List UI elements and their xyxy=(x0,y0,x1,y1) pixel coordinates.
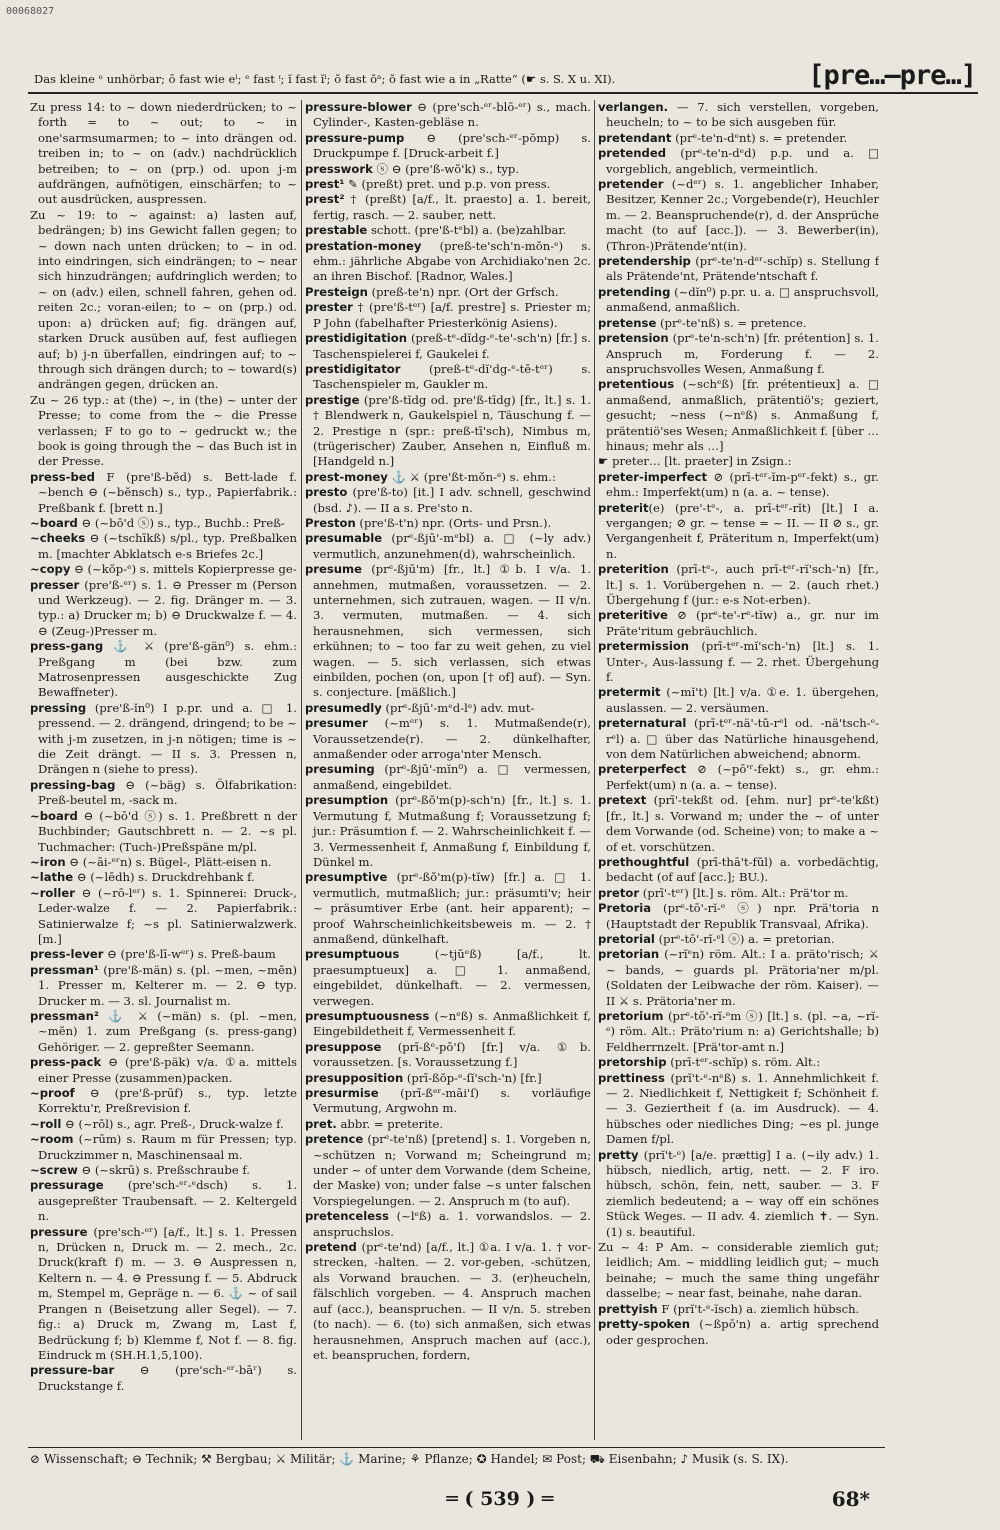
headword: pretty xyxy=(598,1147,639,1162)
headword: preterperfect xyxy=(598,762,687,777)
headword: prest-money xyxy=(305,469,388,484)
headword: ~board xyxy=(30,808,78,823)
dictionary-entry: pretor (prī'-tᵉʳ) [lt.] s. röm. Alt.: Prä'tor m. xyxy=(598,885,849,900)
dictionary-entry: pretty (prĭ't-ᵉ) [a/e. prættig] I a. (~ily adv.) 1. hübsch, niedlich, artig, nett. — 2. F iro. hübsch, schön, fein, nett, sauber. — 3. F ziemlich bedeutend; a ~ way off ein schönes Stück Weges. — II adv. 4. ziemlich ✝. — Syn. (1) s. beautiful. xyxy=(598,1147,879,1239)
dictionary-entry: prest-money ⚓ ⚔ (pre'ßt-mŏn-ᵉ) s. ehm.: xyxy=(305,469,556,484)
dictionary-entry: prestable schott. (pre'ß-tᵉbl) a. (be)zahlbar. xyxy=(305,223,567,238)
headword: presumptive xyxy=(305,870,388,885)
headword: pretendership xyxy=(598,254,691,269)
dictionary-entry: pressure (pre'sch-ᵉʳ) [a/f., lt.] s. 1. Pressen n, Drücken n, Druck m. — 2. mech., 2c. Druck(kraft f) m. — 3. ⊖ Auspressen n, Keltern n. — 4. ⊖ Pressung f. — 5. Abdruck m, Stempel m, Gepräge n. — 6. ⚓ ~ of sail Prangen n (Beisetzung aller Segel). — 7. fig.: a) Druck m, Zwang m, Last f, Bedrückung f; b) Klemme f, Not f. — 8. fig. Eindruck m (SH.H.1,5,100). xyxy=(30,1224,297,1362)
headword: prettiness xyxy=(598,1070,665,1085)
headword: pretending xyxy=(598,284,671,299)
dictionary-entry: preterit(e) (pre'-tᵉ-, a. prī-tᵉʳ-rĭt) [lt.] I a. vergangen; ⊘ gr. ~ tense = ~ II. — II ⊘ s., gr. Vergangenheit f, Präteritum n, Imperfekt(um) n. xyxy=(598,500,879,561)
page-id: 00068027 xyxy=(6,6,55,17)
dictionary-entry: ~proof ⊖ (pre'ß-prūf) s., typ. letzte Korrektu'r, Preßrevision f. xyxy=(30,1086,297,1116)
headword: presumedly xyxy=(305,700,382,715)
headword: prest² xyxy=(305,192,345,207)
headword: pretermit xyxy=(598,685,661,700)
dictionary-entry: presuppose (prī-ßᵉ-pō'ſ) [fr.] v/a. ①b. voraussetzen. [s. Voraussetzung f.] xyxy=(305,1039,591,1070)
dictionary-entry: pretension (prᵉ-te'n-sch'n) [fr. prétention] s. 1. Anspruch m, Forderung f. — 2. anspruchsvolles Wesen, Anmaßung f. xyxy=(598,331,879,376)
headword: ~copy xyxy=(30,562,71,577)
dictionary-entry: pretermission (prī-tᵉʳ-mĭ'sch-'n) [lt.] s. 1. Unter-, Aus-lassung f. — 2. rhet. Übergehung f. xyxy=(598,639,879,685)
dictionary-entry: pretendant (prᵉ-te'n-dᵉnt) s. = pretender. xyxy=(598,130,848,145)
headword: Preston xyxy=(305,515,356,530)
headword: preteritive xyxy=(598,608,668,623)
headword: pretend xyxy=(305,1240,357,1255)
dictionary-entry: press-lever ⊖ (pre'ß-lī-wᵉʳ) s. Preß-baum xyxy=(30,947,276,962)
headword: press-lever xyxy=(30,947,104,962)
headword: ~board xyxy=(30,515,78,530)
dictionary-entry: ~board ⊖ (~bō'd ⓢ) s. 1. Preßbrett n der Buchbinder; Gautschbrett n. — 2. ~s pl. Tuchmacher: (Tuch-)Preßspäne m/pl. xyxy=(30,808,297,854)
headword: pressurage xyxy=(30,1178,104,1193)
dictionary-entry: prest¹ ✎ (preßt) pret. und p.p. von press. xyxy=(305,177,551,192)
dictionary-entry: pretermit (~mĭ't) [lt.] v/a. ①e. 1. übergehen, auslassen. — 2. versäumen. xyxy=(598,685,879,715)
headword: ~iron xyxy=(30,854,66,869)
headword: prestidigitation xyxy=(305,331,407,346)
headword: presumptuousness xyxy=(305,1008,430,1023)
dictionary-entry: preteritive ⊘ (prᵉ-te'-rᵉ-tĭw) a., gr. nur im Präte'ritum gebräuchlich. xyxy=(598,608,879,638)
headword: presupposition xyxy=(305,1070,404,1085)
dictionary-entry: Zu ~ 4: P Am. ~ considerable ziemlich gut; leidlich; Am. ~ middling leidlich gut; ~ much beinahe; ~ much the same thing ungefähr dasselbe; ~ near fast, beinahe, nahe daran. xyxy=(598,1240,879,1301)
headword: pretext xyxy=(598,793,647,808)
headword: presuming xyxy=(305,762,375,777)
dictionary-entry: ~roller ⊖ (~rō-lᵉʳ) s. 1. Spinnerei: Druck-, Leder-walze f. — 2. Papierfabrik.: Satinierwalze f; ~s pl. Satinierwalzwerk. [m.] xyxy=(30,885,297,946)
headword: presume xyxy=(305,562,362,577)
dictionary-entry: pretenceless (~lᵉß) a. 1. vorwandslos. — 2. anspruchslos. xyxy=(305,1209,591,1239)
headword: pretense xyxy=(598,315,657,330)
headword: ~proof xyxy=(30,1086,75,1100)
headword: ~room xyxy=(30,1132,74,1147)
headword: pressure-bar xyxy=(30,1363,115,1378)
dictionary-entry: pretentious (~schᵉß) [fr. prétentieux] a. □ anmaßend, anmaßlich, prätentiö's; geziert, gesucht; ~ness (~nᵉß) s. Anmaßung f, prätentiö'ses Wesen; Anmaßlichkeit f. [über … hinaus; mehr als …] xyxy=(598,377,879,453)
headword: presumption xyxy=(305,793,389,808)
headword: preternatural xyxy=(598,716,687,731)
dictionary-entry: prettyish F (prĭ't-ᵉ-ĭsch) a. ziemlich hübsch. xyxy=(598,1301,860,1316)
headword: Presteign xyxy=(305,284,368,299)
dictionary-entry: pressman¹ (pre'ß-män) s. (pl. ~men, ~mĕn) 1. Presser m, Kelterer m. — 2. ⊖ typ. Drucker m. — 3. sl. Journalist m. xyxy=(30,962,297,1008)
dictionary-entry: prestidigitation (preß-tᵉ-dĭdg-ᵉ-te'-sch'n) [fr.] s. Taschenspielerei f, Gaukelei f. xyxy=(305,331,591,361)
dictionary-entry: press-bed F (pre'ß-bĕd) s. Bett-lade f. ~bench ⊖ (~bĕnsch) s., typ., Papierfabrik.: Preßbank f. [brett n.] xyxy=(30,469,297,515)
headword: pretenceless xyxy=(305,1209,389,1224)
dictionary-entry: prestidigitator (preß-tᵉ-dĭ'dg-ᵉ-tē-tᵉʳ) s. Taschenspieler m, Gaukler m. xyxy=(305,361,591,392)
dictionary-entry: pretence (prᵉ-te'nß) [pretend] s. 1. Vorgeben n, ~schützen n; Vorwand m; Scheingrund m; under ~ of unter dem Vorwande (dem Scheine, der Maske) von; under false ~s unter falschen Vorspiegelungen. — 2. Anspruch m (to auf). xyxy=(305,1132,591,1208)
dictionary-entry: presumable (prᵉ-ßjū'-mᵉbl) a. □ (~ly adv.) vermutlich, anzunehmen(d), wahrscheinlich. xyxy=(305,531,591,561)
running-head: [pre…—pre…] xyxy=(808,60,976,91)
headword: prestable xyxy=(305,223,368,238)
dictionary-entry: pressman² ⚓ ⚔ (~män) s. (pl. ~men, ~mĕn) 1. zum Preßgang (s. press-gang) Gehöriger. — 2. gepreßter Seemann. xyxy=(30,1008,297,1054)
header-rule xyxy=(28,92,978,94)
dictionary-entry: preternatural (prī-tᵉʳ-nä'-tŭ-rᵉl od. -nä'tsch-ᵉ-rᵉl) a. □ über das Natürliche hinausgehend, von dem Natürlichen abweichend; abnorm. xyxy=(598,716,879,762)
dictionary-entry: Zu ~ 19: to ~ against: a) lasten auf, bedrängen; b) ins Gewicht fallen gegen; to ~ down nach unten drücken; to ~ in od. into eindringen, sich eindrängen; to ~ near sich hinzudrängen; aufdringlich werden; to ~ on (adv.) eilen, schnell fahren, gehen od. reiten 2c.; voran-eilen; to ~ on (prp.) od. upon: a) drücken auf; fig. drängen auf, starken Druck ausüben auf, fest aufliegen auf; b) j-n überfallen, eindringen auf; to ~ through sich drängen durch; to ~ toward(s) andrängen gegen, drücken an. xyxy=(30,207,297,392)
dictionary-entry: preter-imperfect ⊘ (prī-tᵉʳ-ĭm-pᵉʳ-fekt) s., gr. ehm.: Imperfekt(um) n (a. a. ~ tense). xyxy=(598,469,879,500)
dictionary-entry: pretorium (prᵉ-tō'-rĭ-ᵉm ⓢ) [lt.] s. (pl. ~a, ~rĭ-ᵉ) röm. Alt.: Präto'rium n: a) Gerichtshalle; b) Feldherrnzelt. [Prä'tor-amt n.] xyxy=(598,1008,879,1054)
dictionary-entry: presupposition (prī-ßŏp-ᵉ-ſĭ'sch-'n) [fr.] xyxy=(305,1070,542,1085)
dictionary-entry: pretend (prᵉ-te'nd) [a/f., lt.] ①a. I v/a. 1. † vor-strecken, -halten. — 2. vor-geben, -schützen, als Vorwand brauchen. — 3. (er)heucheln, fälschlich vorgeben. — 4. Anspruch machen auf (acc.), beanspruchen. — II v/n. 5. streben (to nach). — 6. (to) sich anmaßen, sich etwas herausnehmen, Anspruch machen auf (acc.), et. beanspruchen, fordern, xyxy=(305,1240,591,1362)
headword: ~screw xyxy=(30,1163,78,1178)
column-divider-2 xyxy=(594,100,595,1440)
dictionary-entry: ☛ preter… [lt. praeter] in Zsign.: xyxy=(598,454,792,469)
dictionary-entry: prestige (pre'ß-tĭdg od. pre'ß-tīdg) [fr., lt.] s. 1. † Blendwerk n, Gaukelspiel n, Täuschung f. — 2. Prestige n (spr.: preß-tī'sch), Nimbus m, (trügerischer) Zauber, Ansehen n, Einfluß m. [Handgeld n.] xyxy=(305,392,591,469)
headword: pressure-blower xyxy=(305,100,412,114)
dictionary-entry: preterition (prī-tᵉ-, auch prī-tᵉʳ-rĭ'sch-'n) [fr., lt.] s. 1. Vorübergehen n. — 2. (auch rhet.) Übergehung f (jur.: e-s Not-erben). xyxy=(598,562,879,607)
headword: pressman¹ xyxy=(30,962,99,977)
headword: ~lathe xyxy=(30,870,74,885)
dictionary-entry: ~room (~rūm) s. Raum m für Pressen; typ. Druckzimmer n, Maschinensaal m. xyxy=(30,1132,297,1162)
column-2 xyxy=(305,100,591,1435)
page-number: ═ ( 539 ) ═ xyxy=(446,1488,554,1510)
dictionary-entry: Zu ~ 26 typ.: at (the) ~, in (the) ~ unter der Presse; to come from the ~ die Presse verlassen; F to go to ~ gedruckt w.; the book is going through the ~ das Buch ist in der Presse. xyxy=(30,392,297,469)
headword: pressman² xyxy=(30,1008,99,1023)
headword: verlangen. xyxy=(598,100,669,114)
headword: presumptuous xyxy=(305,947,400,962)
headword: pretty-spoken xyxy=(598,1317,691,1332)
headword: prethoughtful xyxy=(598,854,690,869)
symbol-legend: ⊘ Wissenschaft; ⊖ Technik; ⚒ Bergbau; ⚔ Militär; ⚓ Marine; ⚘ Pflanze; ✪ Handel; ✉ Post; ⛟ Eisenbahn; ♪ Musik (s. S. IX). xyxy=(30,1452,789,1466)
dictionary-entry: presumptuous (~tjŭᵉß) [a/f., lt. praesumptueux] a. □ 1. anmaßend, eingebildet, dünkelhaft. — 2. vermessen, verwegen. xyxy=(305,947,591,1008)
dictionary-entry: presto (pre'ß-to) [it.] I adv. schnell, geschwind (bsd. ♪). — II a s. Pre'sto n. xyxy=(305,485,591,515)
column-1 xyxy=(30,100,297,1435)
dictionary-entry: presser (pre'ß-ᵉʳ) s. 1. ⊖ Presser m (Person und Werkzeug). — 2. fig. Dränger m. — 3. typ.: a) Drucker m; b) ⊖ Druckwalze f. — 4. ⊖ (Zeug-)Presser m. xyxy=(30,577,297,638)
headword: pretorial xyxy=(598,931,655,946)
dictionary-entry: prettiness (prĭ't-ᵉ-nᵉß) s. 1. Annehmlichkeit f. — 2. Niedlichkeit f, Nettigkeit f; Schönheit f. — 3. Geziertheit f (a. im Ausdruck). — 4. hübsches oder niedliches Ding; ~es pl. junge Damen f/pl. xyxy=(598,1070,879,1147)
headword: preterition xyxy=(598,562,669,577)
headword: pretorium xyxy=(598,1008,664,1023)
dictionary-entry: press-pack ⊖ (pre'ß-päk) v/a. ①a. mittels einer Presse (zusammen)packen. xyxy=(30,1055,297,1085)
headword: prester xyxy=(305,300,353,315)
headword: pretentious xyxy=(598,377,675,392)
headword: ~cheeks xyxy=(30,531,86,546)
dictionary-entry: pressurage (pre'sch-ᵉʳ-ᵉdsch) s. 1. ausgepreßter Traubensaft. — 2. Keltergeld n. xyxy=(30,1178,297,1224)
headword: pretorship xyxy=(598,1055,667,1070)
headword: pressure-pump xyxy=(305,130,405,145)
dictionary-entry: prest² † (preßt) [a/f., lt. praesto] a. 1. bereit, fertig, rasch. — 2. sauber, nett. xyxy=(305,192,591,222)
headword: pressure xyxy=(30,1224,88,1239)
headword: preter-imperfect xyxy=(598,469,708,484)
dictionary-entry: presumption (prᵉ-ßŏ'm(p)-sch'n) [fr., lt.] s. 1. Vermutung f, Mutmaßung f; Voraussetzung f; jur.: Präsumtion f. — 2. Wahrscheinlichkeit f. — 3. Vermessenheit f, Anmaßung f, Einbildung f, Dünkel m. xyxy=(305,793,591,869)
dictionary-entry: presumedly (prᵉ-ßjū'-mᵉd-lᵉ) adv. mut- xyxy=(305,700,535,715)
dictionary-entry: ~lathe ⊖ (~lēdh) s. Druckdrehbank f. xyxy=(30,870,255,885)
headword: pretendant xyxy=(598,130,672,145)
dictionary-entry: ~roll ⊖ (~rōl) s., agr. Preß-, Druck-walze f. xyxy=(30,1116,284,1131)
headword: presurmise xyxy=(305,1086,379,1100)
dictionary-entry: presurmise (prī-ßᵉʳ-māi'ſ) s. vorläufige Vermutung, Argwohn m. xyxy=(305,1086,591,1116)
headword: pretorian xyxy=(598,947,660,962)
headword: prettyish xyxy=(598,1301,658,1316)
footer-rule xyxy=(28,1447,885,1448)
headword: presto xyxy=(305,485,348,500)
headword: pretended xyxy=(598,146,667,161)
headword: ~roller xyxy=(30,885,75,900)
headword: preterit xyxy=(598,500,649,515)
headword: prestige xyxy=(305,392,360,407)
headword: press-gang xyxy=(30,639,104,654)
dictionary-entry: pressing-bag ⊖ (~bäg) s. Ölfabrikation: Preß-beutel m, -sack m. xyxy=(30,777,297,808)
dictionary-entry: ~copy ⊖ (~kŏp-ᵉ) s. mittels Kopierpresse ge- xyxy=(30,562,297,577)
headword: press-pack xyxy=(30,1055,102,1070)
dictionary-entry: pressing (pre'ß-ĭn⁰) I p.pr. und a. □ 1. pressend. — 2. drängend, dringend; to be ~ with j-m zusetzen, in j-n nötigen; time is ~ die Zeit drängt. — II s. 3. Pressen n, Drängen n (siehe to press). xyxy=(30,700,297,777)
dictionary-entry: ~cheeks ⊖ (~tschīkß) s/pl., typ. Preßbalken m. [machter Abklatsch e-s Briefes 2c.] xyxy=(30,531,297,561)
dictionary-entry: pretendership (prᵉ-te'n-dᵉʳ-schĭp) s. Stellung f als Prätende'nt, Prätende'ntschaft f. xyxy=(598,254,879,284)
headword: presuppose xyxy=(305,1039,382,1054)
dictionary-entry: prester † (pre'ß-tᵉʳ) [a/f. prestre] s. Priester m; P John (fabelhafter Priesterkönig Asiens). xyxy=(305,300,591,330)
headword: pretension xyxy=(598,331,669,346)
dictionary-entry: pretorial (prᵉ-tō'-rĭ-ᵉl ⓢ) a. = pretorian. xyxy=(598,931,835,946)
dictionary-entry: ~board ⊖ (~bō'd ⓢ) s., typ., Buchb.: Preß- xyxy=(30,515,285,530)
signature-mark: 68* xyxy=(831,1487,870,1511)
headword: pretor xyxy=(598,885,640,900)
dictionary-entry: ~iron ⊖ (~āi-ᵉʳn) s. Bügel-, Plätt-eisen n. xyxy=(30,854,272,869)
dictionary-entry: presumer (~mᵉʳ) s. 1. Mutmaßende(r), Voraussetzende(r). — 2. dünkelhafter, anmaßender oder arroga'nter Mensch. xyxy=(305,716,591,762)
dictionary-entry: Presteign (preß-te'n) npr. (Ort der Grfsch. xyxy=(305,284,559,299)
dictionary-entry: pretext (prī'-tekßt od. [ehm. nur] prᵉ-te'kßt) [fr., lt.] s. Vorwand m; under the ~ of unter dem Vorwande (od. Scheine) von; to make a ~ of et. vorschützen. xyxy=(598,793,879,854)
headword: presswork xyxy=(305,161,373,176)
dictionary-entry: pretense (prᵉ-te'nß) s. = pretence. xyxy=(598,315,807,330)
dictionary-entry: pretty-spoken (~ßpō'n) a. artig sprechend oder gesprochen. xyxy=(598,1317,879,1347)
headword: presser xyxy=(30,577,80,592)
headword: prest¹ xyxy=(305,177,345,192)
dictionary-entry: presumptive (prᵉ-ßŏ'm(p)-tĭw) [fr.] a. □ 1. vermutlich, mutmaßlich; jur.: präsumti'v; heir ~ präsumtiver Erbe (ant. heir apparent); ~ proof Wahrscheinlichkeitsbeweis m. — 2. † anmaßend, dünkelhaft. xyxy=(305,870,591,946)
dictionary-entry: preterperfect ⊘ (~pō'ʳ-fekt) s., gr. ehm.: Perfekt(um) n (a. a. ~ tense). xyxy=(598,762,879,792)
dictionary-entry: presswork ⓢ ⊖ (pre'ß-wŏ'k) s., typ. xyxy=(305,161,520,176)
dictionary-entry: Pretoria (prᵉ-tō'-rĭ-ᵉ ⓢ) npr. Prä'toria n (Hauptstadt der Republik Transvaal, Afrika). xyxy=(598,901,879,931)
headword: press-bed xyxy=(30,469,95,484)
headword: pretender xyxy=(598,177,664,192)
dictionary-entry: pretended (prᵉ-te'n-dᵉd) p.p. und a. □ vorgeblich, angeblich, vermeintlich. xyxy=(598,146,879,176)
headword: Pretoria xyxy=(598,901,652,916)
dictionary-entry: pretorian (~rĭᵉn) röm. Alt.: I a. präto'risch; ⚔ ~ bands, ~ guards pl. Prätoria'ner m/pl. (Soldaten der Leibwache der röm. Kaiser). — II ⚔ s. Prätoria'ner m. xyxy=(598,947,879,1008)
headword: pretermission xyxy=(598,639,690,654)
dictionary-entry: presumptuousness (~nᵉß) s. Anmaßlichkeit f, Eingebildetheit f, Vermessenheit f. xyxy=(305,1008,591,1039)
dictionary-entry: pressure-bar ⊖ (pre'sch-ᵉʳ-bāʳ) s. Druckstange f. xyxy=(30,1363,297,1393)
headword: pressing xyxy=(30,700,87,715)
dictionary-entry: pressure-blower ⊖ (pre'sch-ᵉʳ-blō-ᵉʳ) s., mach. Cylinder-, Kasten-gebläse n. xyxy=(305,100,591,130)
headword: presumable xyxy=(305,531,383,546)
dictionary-entry: pressure-pump ⊖ (pre'sch-ᵉʳ-pŏmp) s. Druckpumpe f. [Druck-arbeit f.] xyxy=(305,130,591,161)
dictionary-entry: pretender (~dᵉʳ) s. 1. angeblicher Inhaber, Besitzer, Kenner 2c.; Vorgebende(r), Heuchler m. — 2. Beanspruchende(r), d. der Ansprüche macht (to auf [acc.]). — 3. Bewerber(in), (Thron-)Prätende'nt(in). xyxy=(598,177,879,253)
headword: pressing-bag xyxy=(30,777,116,792)
dictionary-entry: ~screw ⊖ (~skrū) s. Preßschraube f. xyxy=(30,1163,250,1178)
dictionary-entry: prethoughtful (prī-thā't-fŭl) a. vorbedächtig, bedacht (of auf [acc.]; BU.). xyxy=(598,854,879,885)
column-3 xyxy=(598,100,879,1435)
headword: ☛ xyxy=(598,454,609,469)
dictionary-entry: Preston (pre'ß-t'n) npr. (Orts- und Prsn.). xyxy=(305,515,552,530)
headword: pretence xyxy=(305,1132,364,1147)
pronunciation-guide: Das kleine ᵉ unhörbar; ō fast wie eⁱ; ᵉ fast ᵎ; ĭ fast ĭⁱ; ŏ fast ŏᵃ; ŏ fast wie a in „Ratte“ (☛ s. S. X u. XI). xyxy=(34,72,616,86)
headword: prestation-money xyxy=(305,238,422,253)
dictionary-entry: press-gang ⚓ ⚔ (pre'ß-gän⁰) s. ehm.: Preßgang m (bei bzw. zum Matrosenpressen ausgeschickte Zug Bewaffneter). xyxy=(30,639,297,700)
dictionary-entry: presuming (prᵉ-ßjū'-mĭn⁰) a. □ vermessen, anmaßend, eingebildet. xyxy=(305,762,591,792)
dictionary-entry: prestation-money (preß-te'sch'n-mŏn-ᵉ) s. ehm.: jährliche Abgabe von Archidiako'nen 2c. an ihren Bischof. [Radnor, Wales.] xyxy=(305,238,591,284)
headword: prestidigitator xyxy=(305,361,401,376)
column-divider-1 xyxy=(301,100,302,1440)
page-header xyxy=(28,62,978,94)
dictionary-entry: pret. abbr. = preterite. xyxy=(305,1116,444,1131)
dictionary-entry: pretending (~dĭn⁰) p.pr. u. a. □ anspruchsvoll, anmaßend, anmaßlich. xyxy=(598,284,879,315)
dictionary-entry: verlangen. — 7. sich verstellen, vorgeben, heucheln; to ~ to be sich ausgeben für. xyxy=(598,100,879,130)
headword: pret. xyxy=(305,1116,337,1131)
dictionary-entry: Zu press 14: to ~ down niederdrücken; to ~ forth = to ~ out; to ~ in one'sarmsumarmen; to ~ into drängen od. treiben in; to ~ on (adv.) nachdrücklich betreiben; to ~ on (prp.) od. upon j-m aufdrängen, aufnötigen, einschärfen; to ~ out ausdrücken, auspressen. xyxy=(30,100,297,207)
headword: ~roll xyxy=(30,1116,62,1131)
dictionary-entry: pretorship (prī-tᵉʳ-schĭp) s. röm. Alt.: xyxy=(598,1055,821,1070)
headword: presumer xyxy=(305,716,368,731)
dictionary-entry: presume (prᵉ-ßjū'm) [fr., lt.] ①b. I v/a. 1. annehmen, mutmaßen, voraussetzen. — 2. unternehmen, sich zutrauen, wagen. — II v/n. 3. vermuten, mutmaßen. — 4. sich herausnehmen, sich vermessen, sich erkühnen; to ~ too far zu weit gehen, zu viel wagen. — 5. sich verlassen, sich etwas einbilden, pochen (on, upon [† of] auf). — Syn. s. conjecture. [mäßlich.] xyxy=(305,562,591,700)
